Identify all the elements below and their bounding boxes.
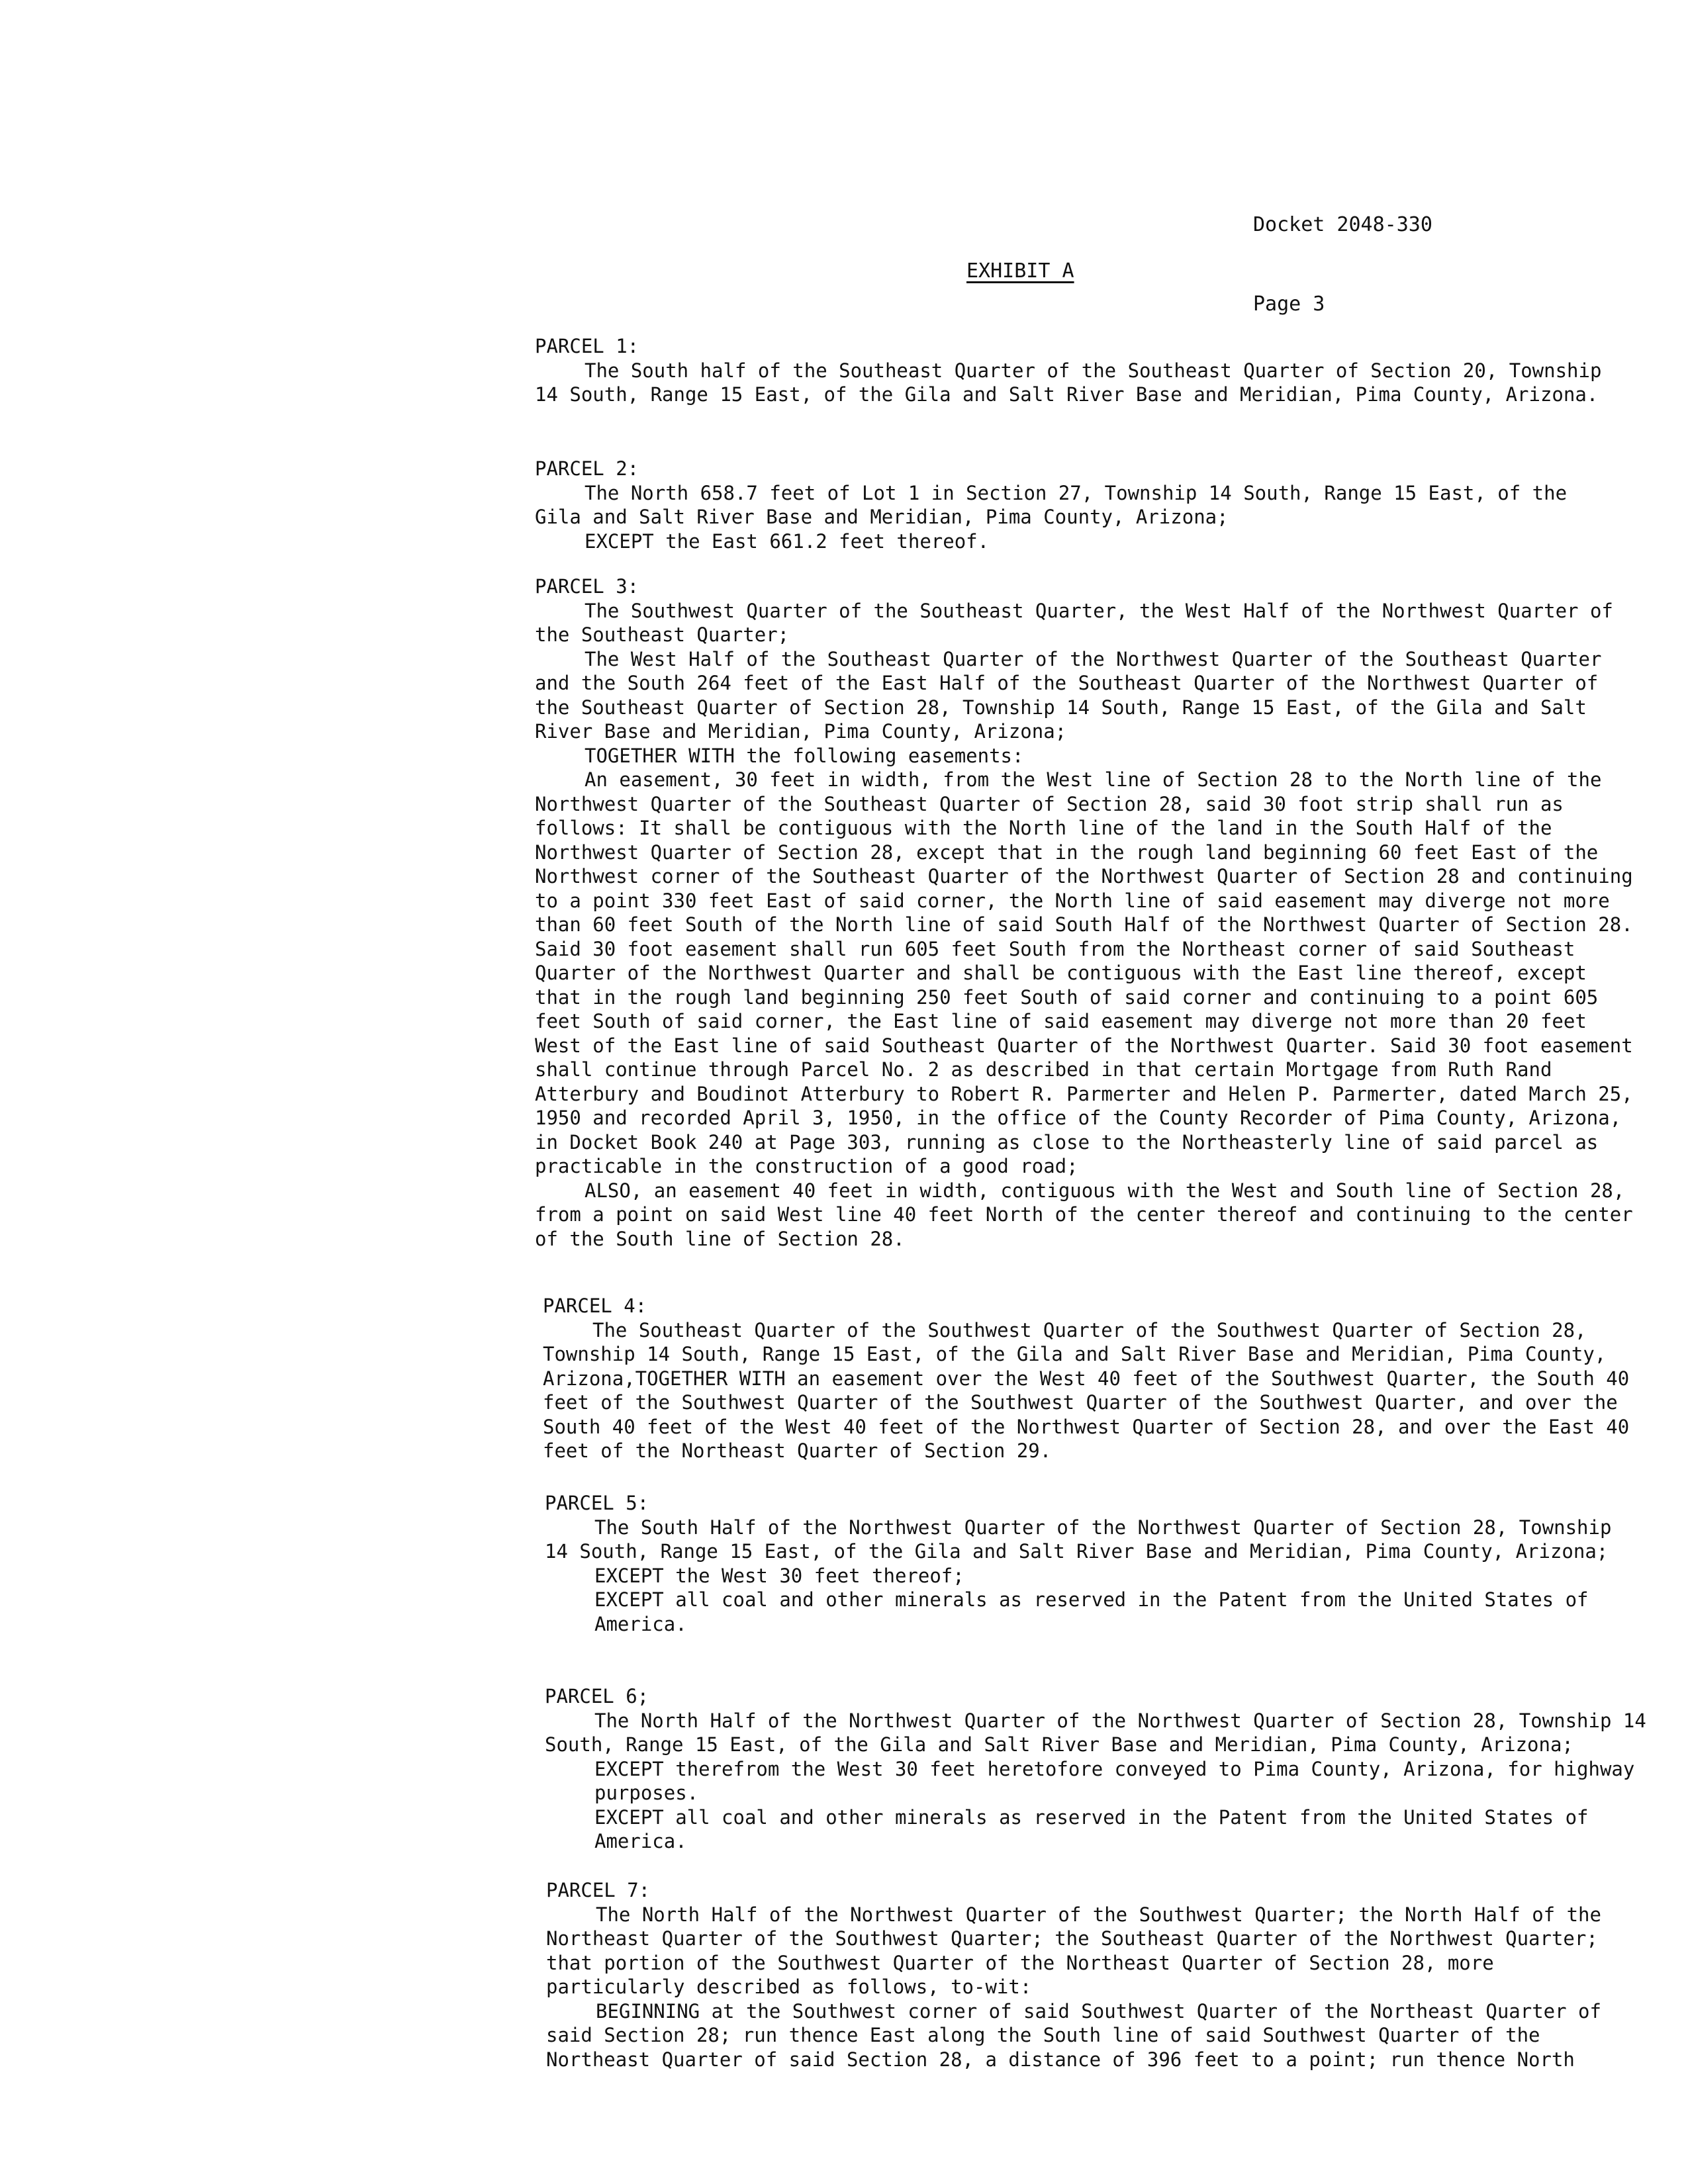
parcel-1 <box>535 334 1620 407</box>
parcel-heading: PARCEL 4: <box>543 1295 647 1317</box>
parcel-paragraph: The Southeast Quarter of the Southwest Quarter of the Southwest Quarter of Section 28, Township 14 South, Range 15 East, of the Gila and Salt River Base and Meridian, Pima County, Arizona,TOGETHER WITH an easement over the West 40 feet of the Southwest Quarter, the South 40 feet of the Southwest Quarter of the Southwest Quarter of the Southwest Quarter, and over the South 40 feet of the West 40 feet of the Northwest Quarter of Section 28, and over the East 40 feet of the Northeast Quarter of Section 29. <box>543 1318 1630 1462</box>
parcel-4 <box>543 1294 1648 1463</box>
parcel-paragraph: EXCEPT therefrom the West 30 feet heretofore conveyed to Pima County, Arizona, for highway purposes. <box>594 1757 1635 1804</box>
parcel-paragraph: The South Half of the Northwest Quarter of the Northwest Quarter of Section 28, Township 14 South, Range 15 East, of the Gila and Salt River Base and Meridian, Pima County, Arizona; <box>545 1516 1612 1563</box>
parcel-paragraph: EXCEPT the West 30 feet thereof; <box>594 1564 964 1587</box>
parcel-paragraph: The Southwest Quarter of the Southeast Quarter, the West Half of the Northwest Quarter of the Southeast Quarter; <box>535 599 1613 646</box>
parcel-6 <box>545 1684 1657 1854</box>
parcel-heading: PARCEL 2: <box>535 457 639 480</box>
page-number: Page 3 <box>1253 293 1325 316</box>
parcel-3 <box>535 574 1640 1251</box>
parcel-heading: PARCEL 1: <box>535 335 639 357</box>
parcel-paragraph: An easement, 30 feet in width, from the West line of Section 28 to the North line of the Northwest Quarter of the Southeast Quarter of Section 28, said 30 foot strip shall run as follows: It shall be contiguous with the North line of the land in the South Half of the Northwest Quarter of Section 28, except that in the rough land beginning 60 feet East of the Northwest corner of the Southeast Quarter of the Northwest Quarter of Section 28 and continuing to a point 330 feet East of said corner, the North line of said easement may diverge not more than 60 feet South of the North line of said South Half of the Northwest Quarter of Section 28. Said 30 foot easement shall run 605 feet South from the Northeast corner of said Southeast Quarter of the Northwest Quarter and shall be contiguous with the East line thereof, except that in the rough land beginning 250 feet South of said corner and continuing to a point 605 feet South of said corner, the East line of said easement may diverge not more than 20 feet West of the East line of said Southeast Quarter of the Northwest Quarter. Said 30 foot easement shall continue through Parcel No. 2 as described in that certain Mortgage from Ruth Rand Atterbury and Boudinot Atterbury to Robert R. Parmerter and Helen P. Parmerter, dated March 25, 1950 and recorded April 3, 1950, in the office of the County Recorder of Pima County, Arizona, in Docket Book 240 at Page 303, running as close to the Northeasterly line of said parcel as practicable in the construction of a good road; <box>535 768 1633 1177</box>
parcel-paragraph: BEGINNING at the Southwest corner of said Southwest Quarter of the Northeast Quarter of said Section 28; run thence East along the South line of said Southwest Quarter of the Northeast Quarter of said Section 28, a distance of 396 feet to a point; run thence North <box>546 1999 1601 2071</box>
parcel-paragraph: The South half of the Southeast Quarter of the Southeast Quarter of Section 20, Township 14 South, Range 15 East, of the Gila and Salt River Base and Meridian, Pima County, Arizona. <box>535 359 1602 406</box>
parcel-5 <box>545 1491 1644 1636</box>
parcel-paragraph: The North Half of the Northwest Quarter of the Northwest Quarter of Section 28, Township 14 South, Range 15 East, of the Gila and Salt River Base and Meridian, Pima County, Arizona; <box>545 1709 1646 1756</box>
parcel-paragraph: ALSO, an easement 40 feet in width, contiguous with the West and South line of Section 28, from a point on said West line 40 feet North of the center thereof and continuing to the center of the South line of Section 28. <box>535 1179 1633 1250</box>
parcel-heading: PARCEL 5: <box>545 1492 649 1514</box>
docket-number: Docket 2048-330 <box>1253 213 1432 236</box>
parcel-paragraph: EXCEPT all coal and other minerals as reserved in the Patent from the United States of America. <box>594 1588 1589 1635</box>
parcel-paragraph: EXCEPT all coal and other minerals as reserved in the Patent from the United States of America. <box>594 1805 1589 1852</box>
parcel-heading: PARCEL 3: <box>535 575 639 598</box>
parcel-paragraph: EXCEPT the East 661.2 feet thereof. <box>585 529 990 553</box>
parcel-paragraph: TOGETHER WITH the following easements: <box>585 744 1024 767</box>
parcel-paragraph: The West Half of the Southeast Quarter of the Northwest Quarter of the Southeast Quarter and the South 264 feet of the East Half of the Southeast Quarter of the Northwest Quarter of the Southeast Quarter of Section 28, Township 14 South, Range 15 East, of the Gila and Salt River Base and Meridian, Pima County, Arizona; <box>535 647 1602 743</box>
parcel-heading: PARCEL 7: <box>546 1879 651 1901</box>
parcel-paragraph: The North Half of the Northwest Quarter of the Southwest Quarter; the North Half of the Northeast Quarter of the Southwest Quarter; the Southeast Quarter of the Northwest Quarter; that portion of the Southwest Quarter of the Northeast Quarter of Section 28, more particularly described as follows, to-wit: <box>546 1903 1601 1998</box>
exhibit-title: EXHIBIT A <box>966 259 1074 283</box>
parcel-paragraph: The North 658.7 feet of Lot 1 in Section 27, Township 14 South, Range 15 East, of the Gila and Salt River Base and Meridian, Pima County, Arizona; <box>535 481 1568 528</box>
parcel-2 <box>535 457 1620 553</box>
parcel-heading: PARCEL 6; <box>545 1685 649 1707</box>
parcel-7 <box>546 1878 1632 2071</box>
